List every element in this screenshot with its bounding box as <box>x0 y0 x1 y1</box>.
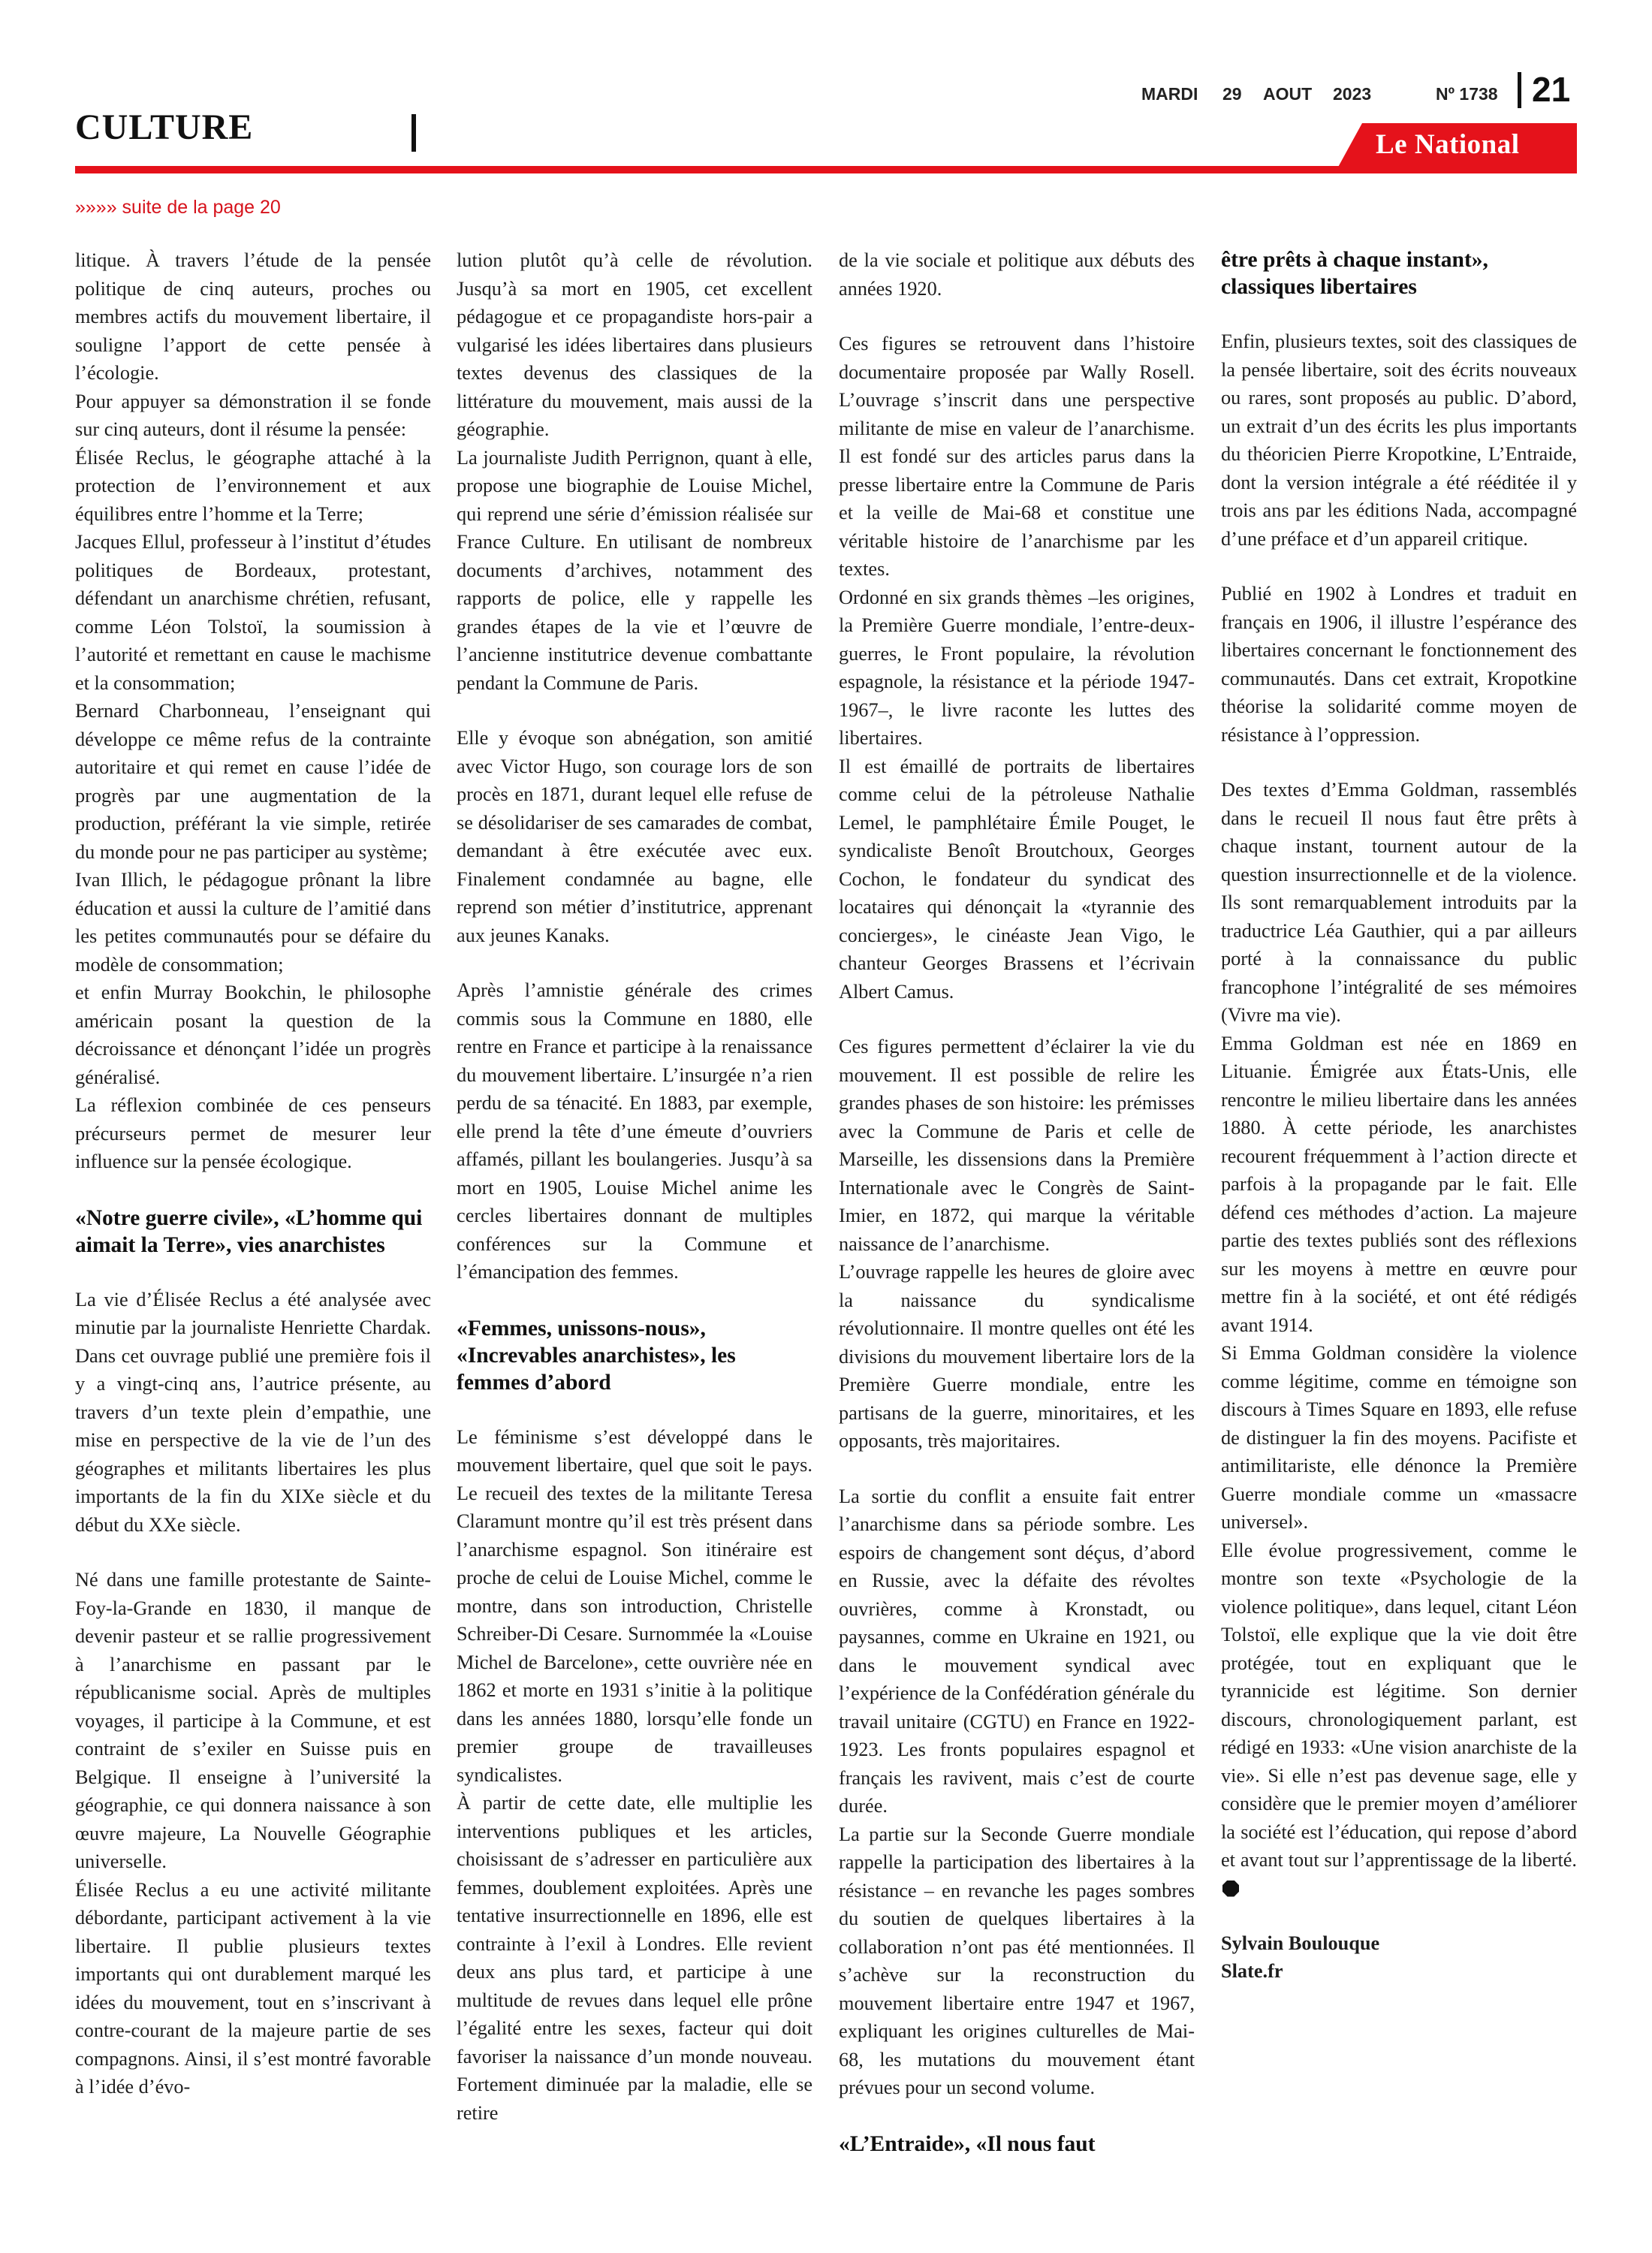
paragraph: Né dans une famille protestante de Sainte-Foy-la-Grande en 1830, il manque de devenir pasteur et se rallie progressivement à l’anarchisme en passant par le républicanisme social. Après de multiples voyages, il participe à la Commune, et est contraint de s’exiler en Suisse puis en Belgique. Il enseigne à l’université la géographie, ce qui donnera naissance à son œuvre majeure, La Nouvelle Géographie universelle. <box>75 1569 431 1872</box>
page-number-divider <box>1518 72 1521 108</box>
article-column-2 <box>457 246 812 2127</box>
section-title: CULTURE <box>75 107 254 147</box>
page-number: 21 <box>1532 70 1571 109</box>
date-number: 29 <box>1222 84 1242 104</box>
paragraph: Jacques Ellul, professeur à l’institut d’études politiques de Bordeaux, protestant, défendant un anarchisme chrétien, refusant, comme Léon Tolstoï, la soumission à l’autorité et remettant en cause le machisme et la consommation; <box>75 531 431 694</box>
paragraph: L’ouvrage rappelle les heures de gloire avec la naissance du syndicalisme révolutionnaire. Il montre quelles ont été les divisions du mouvement libertaire lors de la Première Guerre mondiale, entre les partisans de la guerre, minoritaires, et les opposants, très majoritaires. <box>839 1261 1195 1452</box>
paragraph: litique. À travers l’étude de la pensée politique de cinq auteurs, proches ou membres actifs du mouvement libertaire, il souligne l’apport de cette pensée à l’écologie. <box>75 249 431 384</box>
paragraph: lution plutôt qu’à celle de révolution. Jusqu’à sa mort en 1905, cet excellent pédagogue et ce propagandiste hors-pair a vulgarisé les idées libertaires dans plusieurs textes devenus des classiques de la littérature du mouvement, mais aussi de la géographie. <box>457 249 812 440</box>
paragraph: Après l’amnistie générale des crimes commis sous la Commune en 1880, elle rentre en France et participe à la renaissance du mouvement libertaire. L’insurgée n’a rien perdu de sa ténacité. En 1883, par exemple, elle prend la tête d’une émeute d’ouvriers affamés, pillant les boulangeries. Jusqu’à sa mort en 1905, Louise Michel anime les cercles libertaires donnant de multiples conférences sur la Commune et l’émancipation des femmes. <box>457 979 812 1283</box>
paragraph: La sortie du conflit a ensuite fait entrer l’anarchisme dans sa période sombre. Les espoirs de changement sont déçus, d’abord en Russie, avec la défaite des révoltes ouvrières, comme à Kronstadt, ou paysannes, comme en Ukraine en 1921, ou dans le mouvement syndical avec l’expérience de la Confédération générale du travail unitaire (CGTU) en France en 1922-1923. Les fronts populaires espagnol et français les ravivent, mais c’est de courte durée. <box>839 1485 1195 1817</box>
date-year: 2023 <box>1333 84 1372 104</box>
paragraph: Bernard Charbonneau, l’enseignant qui développe ce même refus de la contrainte autoritaire et qui remet en cause l’idée de progrès par une augmentation de la production, préférant la vie simple, retirée du monde pour ne pas participer au système; <box>75 700 431 863</box>
paragraph: La réflexion combinée de ces penseurs précurseurs permet de mesurer leur influence sur la pensée écologique. <box>75 1094 431 1172</box>
paragraph: Ces figures se retrouvent dans l’histoire documentaire proposée par Wally Rosell. L’ouvrage s’inscrit dans une perspective militante de mise en valeur de l’anarchisme. Il est fondé sur des articles parus dans la presse libertaire entre la Commune de Paris et la veille de Mai-68 et constitue une véritable histoire de l’anarchisme par les textes. <box>839 333 1195 580</box>
paragraph: La partie sur la Seconde Guerre mondiale rappelle la participation des libertaires à la résistance – en revanche les pages sombres du soutien de quelques libertaires à la collaboration n’ont pas été mentionnées. Il s’achève sur la reconstruction du mouvement libertaire entre 1947 et 1967, expliquant les origines culturelles de Mai-68, les mutations du mouvement étant prévues pour un second volume. <box>839 1823 1195 2098</box>
end-of-article-icon <box>1222 1881 1239 1897</box>
subheading: «Notre guerre civile», «L’homme qui aimait la Terre», vies anarchistes <box>75 1205 423 1257</box>
paragraph: À partir de cette date, elle multiplie les interventions publiques et les articles, choisissant de s’adresser en particulière aux femmes, doublement exploitées. Après une tentative insurrectionnelle en 1896, elle est contrainte à l’exil à Londres. Elle revient deux ans plus tard, et participe à une multitude de revues dans lequel elle prône l’égalité entre les sexes, facteur qui doit favoriser la naissance d’un monde nouveau. Fortement diminuée par la maladie, elle se retire <box>457 1792 812 2124</box>
paragraph: Il est émaillé de portraits de libertaires comme celui de la pétroleuse Nathalie Lemel, le pamphlétaire Émile Pouget, le syndicaliste Benoît Broutchoux, Georges Cochon, le fondateur du syndicat des locataires qui dénonçait la «tyrannie des concierges», le cinéaste Jean Vigo, le chanteur Georges Brassens et l’écrivain Albert Camus. <box>839 755 1195 1003</box>
paragraph: La vie d’Élisée Reclus a été analysée avec minutie par la journaliste Henriette Chardak. Dans cet ouvrage publié une première fois il y a vingt-cinq ans, l’autrice présente, au travers d’un texte plein d’empathie, une mise en perspective de la vie de l’un des géographes et militants libertaires les plus importants de la fin du XIXe siècle et du début du XXe siècle. <box>75 1288 431 1536</box>
paragraph: Si Emma Goldman considère la violence comme légitime, comme en témoigne son discours à Times Square en 1893, elle refuse de distinguer la fin des moyens. Pacifiste et antimilitariste, elle dénonce la Première Guerre mondiale comme un «massacre universel». <box>1221 1342 1577 1533</box>
source-credit: Slate.fr <box>1221 1960 1283 1982</box>
subheading: «Femmes, unissons-nous», «Increvables anarchistes», les femmes d’abord <box>457 1316 736 1395</box>
header-rule <box>75 166 1577 173</box>
paragraph: Elle y évoque son abnégation, son amitié avec Victor Hugo, son courage lors de son procès en 1871, durant lequel elle refuse de se désolidariser de ses camarades de combat, demandant à être exécutée avec eux. Finalement condamnée au bagne, elle reprend son métier d’institutrice, apprenant aux jeunes Kanaks. <box>457 727 812 946</box>
title-divider <box>411 114 416 152</box>
article-column-1 <box>75 246 431 2101</box>
paragraph: Élisée Reclus, le géographe attaché à la protection de l’environnement et aux équilibres entre l’homme et la Terre; <box>75 446 431 525</box>
paragraph: Publié en 1902 à Londres et traduit en français en 1906, il illustre l’espérance des libertaires concernant le fonctionnement des communautés. Dans cet extrait, Kropotkine théorise la solidarité comme moyen de résistance à l’oppression. <box>1221 583 1577 746</box>
paragraph <box>1221 1537 1577 1903</box>
brand-name: Le National <box>1376 129 1520 160</box>
paragraph: et enfin Murray Bookchin, le philosophe américain posant la question de la décroissance et dénonçant l’idée un progrès généralisé. <box>75 982 431 1088</box>
paragraph-text: Elle évolue progressivement, comme le montre son texte «Psychologie de la violence politique», dans lequel, citant Léon Tolstoï, elle explique que la vie doit être protégée, tout en expliquant que le tyrannicide est légitime. Son dernier discours, chronologiquement parlant, est rédigé en 1933: «Une vision anarchiste de la vie». Si elle n’est pas devenue sage, elle y considère que le premier moyen d’améliorer la société est l’éducation, qui repose d’abord et avant tout sur l’apprentissage de la liberté. <box>1221 1539 1577 1871</box>
paragraph: Ces figures permettent d’éclairer la vie du mouvement. Il est possible de relire les grandes phases de son histoire: les prémisses avec la Commune de Paris et celle de Marseille, les dissensions dans la Première Internationale avec le Congrès de Saint-Imier, en 1872, qui marque la véritable naissance de l’anarchisme. <box>839 1036 1195 1255</box>
paragraph: Des textes d’Emma Goldman, rassemblés dans le recueil Il nous faut être prêts à chaque instant, tournent autour de la question insurrectionnelle et de la violence. Ils sont remarquablement introduits par la traductrice Léa Gauthier, qui a par ailleurs porté à la connaissance du public francophone l’intégralité de ses mémoires (Vivre ma vie). <box>1221 779 1577 1026</box>
paragraph: Ivan Illich, le pédagogue prônant la libre éducation et aussi la culture de l’amitié dans les petites communautés pour se défaire du modèle de consommation; <box>75 869 431 976</box>
paragraph: Enfin, plusieurs textes, soit des classiques de la pensée libertaire, soit des écrits nouveaux ou rares, sont proposés au public. D’abord, un extrait d’un des écrits les plus importants du théoricien Pierre Kropotkine, L’Entraide, dont la version intégrale a été rééditée il y trois ans par les éditions Nada, accompagné d’une préface et d’un appareil critique. <box>1221 330 1577 550</box>
paragraph: de la vie sociale et politique aux débuts des années 1920. <box>839 249 1195 300</box>
paragraph: Emma Goldman est née en 1869 en Lituanie. Émigrée aux États-Unis, elle rencontre le milieu libertaire dans les années 1880. À cette période, les anarchistes recourent fréquemment à l’action directe et parfois à la propagande par le fait. Elle défend ces méthodes d’action. La majeure partie des textes publiés sont des réflexions sur les moyens à mettre en œuvre pour mettre fin à la société, et ont été rédigés avant 1914. <box>1221 1032 1577 1336</box>
paragraph: La journaliste Judith Perrignon, quant à elle, propose une biographie de Louise Michel, qui reprend une série d’émission réalisée sur France Culture. En utilisant de nombreux documents d’archives, notamment des rapports de police, elle y rappelle les grandes étapes de la vie et l’œuvre de l’ancienne institutrice devenue combattante pendant la Commune de Paris. <box>457 446 812 694</box>
paragraph: Pour appuyer sa démonstration il se fonde sur cinq auteurs, dont il résume la pensée: <box>75 390 431 440</box>
paragraph: Le féminisme s’est développé dans le mouvement libertaire, quel que soit le pays. Le recueil des textes de la militante Teresa Claramunt montre qu’il est très présent dans l’anarchisme espagnol. Son itinéraire est proche de celui de Louise Michel, comme le montre, dans son introduction, Christelle Schreiber-Di Cesare. Surnommée la «Louise Michel de Barcelone», cette ouvrière née en 1862 et morte en 1931 s’initie à la politique dans les années 1880, lorsqu’elle fonde un premier groupe de travailleuses syndicalistes. <box>457 1425 812 1786</box>
article-column-3 <box>839 246 1195 2185</box>
subheading: «L’Entraide», «Il nous faut <box>839 2131 1096 2156</box>
paragraph: Élisée Reclus a eu une activité militante débordante, participant activement à la vie libertaire. Il publie plusieurs textes importants qui ont durablement marqué les idées du mouvement, tout en s’inscrivant à contre-courant de la majeure partie de ses compagnons. Ainsi, il s’est montré favorable à l’idée d’évo- <box>75 1878 431 2098</box>
date-month: AOUT <box>1263 84 1313 104</box>
issue-number: Nº 1738 <box>1436 84 1498 104</box>
subheading: être prêts à chaque instant», classiques libertaires <box>1221 248 1488 299</box>
author-name: Sylvain Boulouque <box>1221 1932 1380 1954</box>
date-day: MARDI <box>1141 84 1198 104</box>
paragraph: Ordonné en six grands thèmes –les origines, la Première Guerre mondiale, l’entre-deux-guerres, le Front populaire, la révolution espagnole, la résistance et la période 1947-1967–, le livre raconte les luttes des libertaires. <box>839 586 1195 749</box>
continued-from-link[interactable]: »»»» suite de la page 20 <box>75 197 281 218</box>
article-column-4 <box>1221 246 1577 1985</box>
